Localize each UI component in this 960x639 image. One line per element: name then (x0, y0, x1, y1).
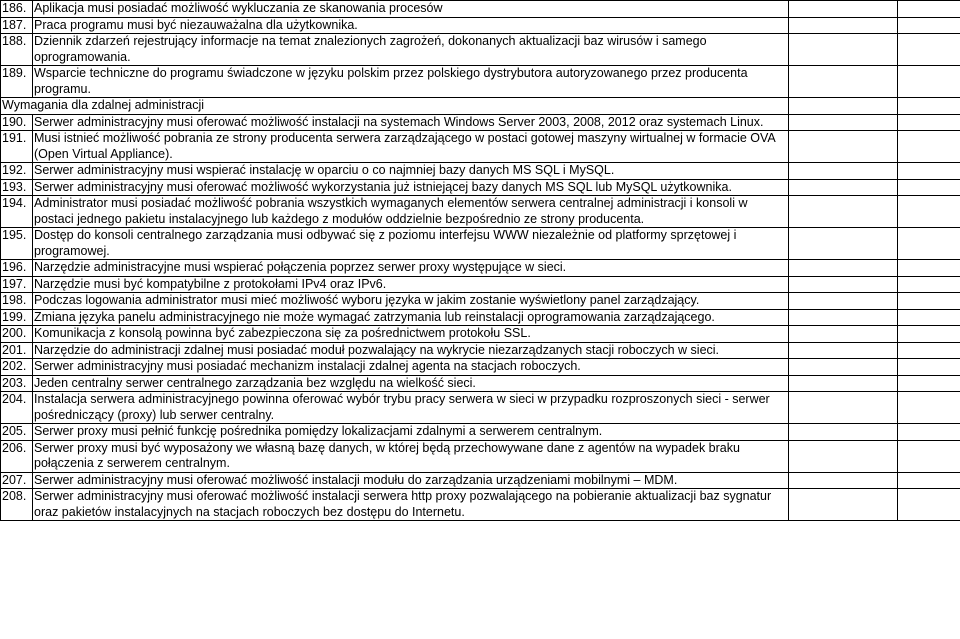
empty-cell (789, 131, 898, 163)
table-row (1, 114, 960, 131)
table-row (1, 472, 960, 489)
requirement-text: Serwer administracyjny musi oferować możliwość instalacji na systemach Windows Server 2003, 2008, 2012 oraz systemach Linux. (33, 114, 789, 131)
empty-cell (789, 114, 898, 131)
requirement-text: Serwer administracyjny musi oferować możliwość instalacji serwera http proxy pozwalającego na pobieranie aktualizacji baz sygnatur oraz pakietów instalacyjnych na stacjach roboczych bez dostępu do Internetu. (33, 489, 789, 521)
table-row (1, 66, 960, 98)
empty-cell (898, 489, 960, 521)
table-row (1, 424, 960, 441)
requirement-number: 194. (1, 196, 33, 228)
requirement-text: Narzędzie do administracji zdalnej musi posiadać moduł pozwalający na wykrycie niezarządzanych stacji roboczych w sieci. (33, 342, 789, 359)
requirement-text: Narzędzie administracyjne musi wspierać połączenia poprzez serwer proxy występujące w sieci. (33, 260, 789, 277)
requirement-text: Administrator musi posiadać możliwość pobrania wszystkich wymaganych elementów serwera centralnej administracji i konsoli w postaci jednego pakietu instalacyjnego lub każdego z modułów oddzielnie bezpośrednio ze strony producenta. (33, 196, 789, 228)
table-row (1, 326, 960, 343)
empty-cell (898, 228, 960, 260)
empty-cell (898, 293, 960, 310)
requirement-number: 191. (1, 131, 33, 163)
requirement-number: 207. (1, 472, 33, 489)
requirement-number: 189. (1, 66, 33, 98)
empty-cell (789, 375, 898, 392)
empty-cell (898, 359, 960, 376)
requirement-text: Instalacja serwera administracyjnego powinna oferować wybór trybu pracy serwera w sieci w przypadku rozproszonych sieci - serwer pośredniczący (proxy) lub serwer centralny. (33, 392, 789, 424)
requirement-number: 192. (1, 163, 33, 180)
empty-cell (898, 179, 960, 196)
empty-cell (898, 66, 960, 98)
empty-cell (789, 359, 898, 376)
requirement-number: 190. (1, 114, 33, 131)
table-row (1, 293, 960, 310)
requirement-text: Zmiana języka panelu administracyjnego nie może wymagać zatrzymania lub reinstalacji oprogramowania zarządzającego. (33, 309, 789, 326)
requirement-text: Komunikacja z konsolą powinna być zabezpieczona się za pośrednictwem protokołu SSL. (33, 326, 789, 343)
table-row (1, 228, 960, 260)
requirement-number: 195. (1, 228, 33, 260)
empty-cell (789, 489, 898, 521)
table-row (1, 1, 960, 18)
table-row (1, 489, 960, 521)
table-row (1, 131, 960, 163)
empty-cell (789, 1, 898, 18)
requirement-number: 200. (1, 326, 33, 343)
empty-cell (789, 326, 898, 343)
requirement-text: Serwer proxy musi pełnić funkcję pośrednika pomiędzy lokalizacjami zdalnymi a serwerem centralnym. (33, 424, 789, 441)
empty-cell (898, 424, 960, 441)
table-row (1, 359, 960, 376)
table-row (1, 309, 960, 326)
table-row (1, 163, 960, 180)
requirement-text: Praca programu musi być niezauważalna dla użytkownika. (33, 17, 789, 34)
table-row (1, 196, 960, 228)
requirement-number: 204. (1, 392, 33, 424)
empty-cell (898, 196, 960, 228)
requirement-text: Dostęp do konsoli centralnego zarządzania musi odbywać się z poziomu interfejsu WWW niezależnie od platformy sprzętowej i programowej. (33, 228, 789, 260)
requirement-text: Musi istnieć możliwość pobrania ze strony producenta serwera zarządzającego w postaci gotowej maszyny wirtualnej w formacie OVA (Open Virtual Appliance). (33, 131, 789, 163)
table-row (1, 392, 960, 424)
empty-cell (789, 440, 898, 472)
requirement-number: 199. (1, 309, 33, 326)
section-header-row (1, 98, 960, 115)
empty-cell (898, 17, 960, 34)
requirement-number: 187. (1, 17, 33, 34)
requirement-text: Podczas logowania administrator musi mieć możliwość wyboru języka w jakim zostanie wyświetlony panel zarządzający. (33, 293, 789, 310)
requirement-number: 206. (1, 440, 33, 472)
requirement-text: Serwer administracyjny musi wspierać instalację w oparciu o co najmniej bazy danych MS SQL i MySQL. (33, 163, 789, 180)
table-row (1, 342, 960, 359)
requirement-number: 196. (1, 260, 33, 277)
requirement-number: 203. (1, 375, 33, 392)
empty-cell (898, 375, 960, 392)
empty-cell (789, 196, 898, 228)
requirements-table-body (1, 1, 960, 521)
requirement-text: Narzędzie musi być kompatybilne z protokołami IPv4 oraz IPv6. (33, 276, 789, 293)
empty-cell (898, 309, 960, 326)
empty-cell (898, 342, 960, 359)
table-row (1, 375, 960, 392)
requirement-number: 198. (1, 293, 33, 310)
empty-cell (789, 163, 898, 180)
table-row (1, 34, 960, 66)
requirement-text: Serwer administracyjny musi posiadać mechanizm instalacji zdalnej agenta na stacjach roboczych. (33, 359, 789, 376)
empty-cell (898, 472, 960, 489)
empty-cell (789, 342, 898, 359)
empty-cell (789, 309, 898, 326)
requirement-number: 188. (1, 34, 33, 66)
empty-cell (789, 472, 898, 489)
empty-cell (789, 228, 898, 260)
requirement-text: Jeden centralny serwer centralnego zarządzania bez względu na wielkość sieci. (33, 375, 789, 392)
requirement-number: 208. (1, 489, 33, 521)
empty-cell (789, 179, 898, 196)
requirement-number: 201. (1, 342, 33, 359)
table-row (1, 260, 960, 277)
table-row (1, 179, 960, 196)
empty-cell (898, 326, 960, 343)
empty-cell (898, 276, 960, 293)
empty-cell (898, 392, 960, 424)
empty-cell (789, 392, 898, 424)
requirement-text: Serwer administracyjny musi oferować możliwość instalacji modułu do zarządzania urządzeniami mobilnymi – MDM. (33, 472, 789, 489)
empty-cell (898, 163, 960, 180)
table-row (1, 276, 960, 293)
table-row (1, 17, 960, 34)
empty-cell (789, 293, 898, 310)
requirement-text: Serwer administracyjny musi oferować możliwość wykorzystania już istniejącej bazy danych MS SQL lub MySQL użytkownika. (33, 179, 789, 196)
requirement-number: 202. (1, 359, 33, 376)
requirement-text: Wsparcie techniczne do programu świadczone w języku polskim przez polskiego dystrybutora autoryzowanego przez producenta programu. (33, 66, 789, 98)
requirement-text: Serwer proxy musi być wyposażony we własną bazę danych, w której będą przechowywane dane z agentów na wypadek braku połączenia z serwerem centralnym. (33, 440, 789, 472)
empty-cell (789, 260, 898, 277)
empty-cell (898, 131, 960, 163)
requirement-text: Aplikacja musi posiadać możliwość wykluczania ze skanowania procesów (33, 1, 789, 18)
requirement-number: 186. (1, 1, 33, 18)
requirement-text: Dziennik zdarzeń rejestrujący informacje na temat znalezionych zagrożeń, dokonanych aktualizacji baz wirusów i samego oprogramowania. (33, 34, 789, 66)
table-row (1, 440, 960, 472)
requirement-number: 205. (1, 424, 33, 441)
empty-cell (789, 424, 898, 441)
empty-cell (898, 114, 960, 131)
empty-cell (898, 98, 960, 115)
empty-cell (789, 98, 898, 115)
requirement-number: 193. (1, 179, 33, 196)
empty-cell (789, 66, 898, 98)
empty-cell (898, 260, 960, 277)
empty-cell (789, 17, 898, 34)
empty-cell (898, 1, 960, 18)
requirement-number: 197. (1, 276, 33, 293)
empty-cell (898, 34, 960, 66)
empty-cell (898, 440, 960, 472)
empty-cell (789, 276, 898, 293)
empty-cell (789, 34, 898, 66)
section-title: Wymagania dla zdalnej administracji (1, 98, 789, 115)
